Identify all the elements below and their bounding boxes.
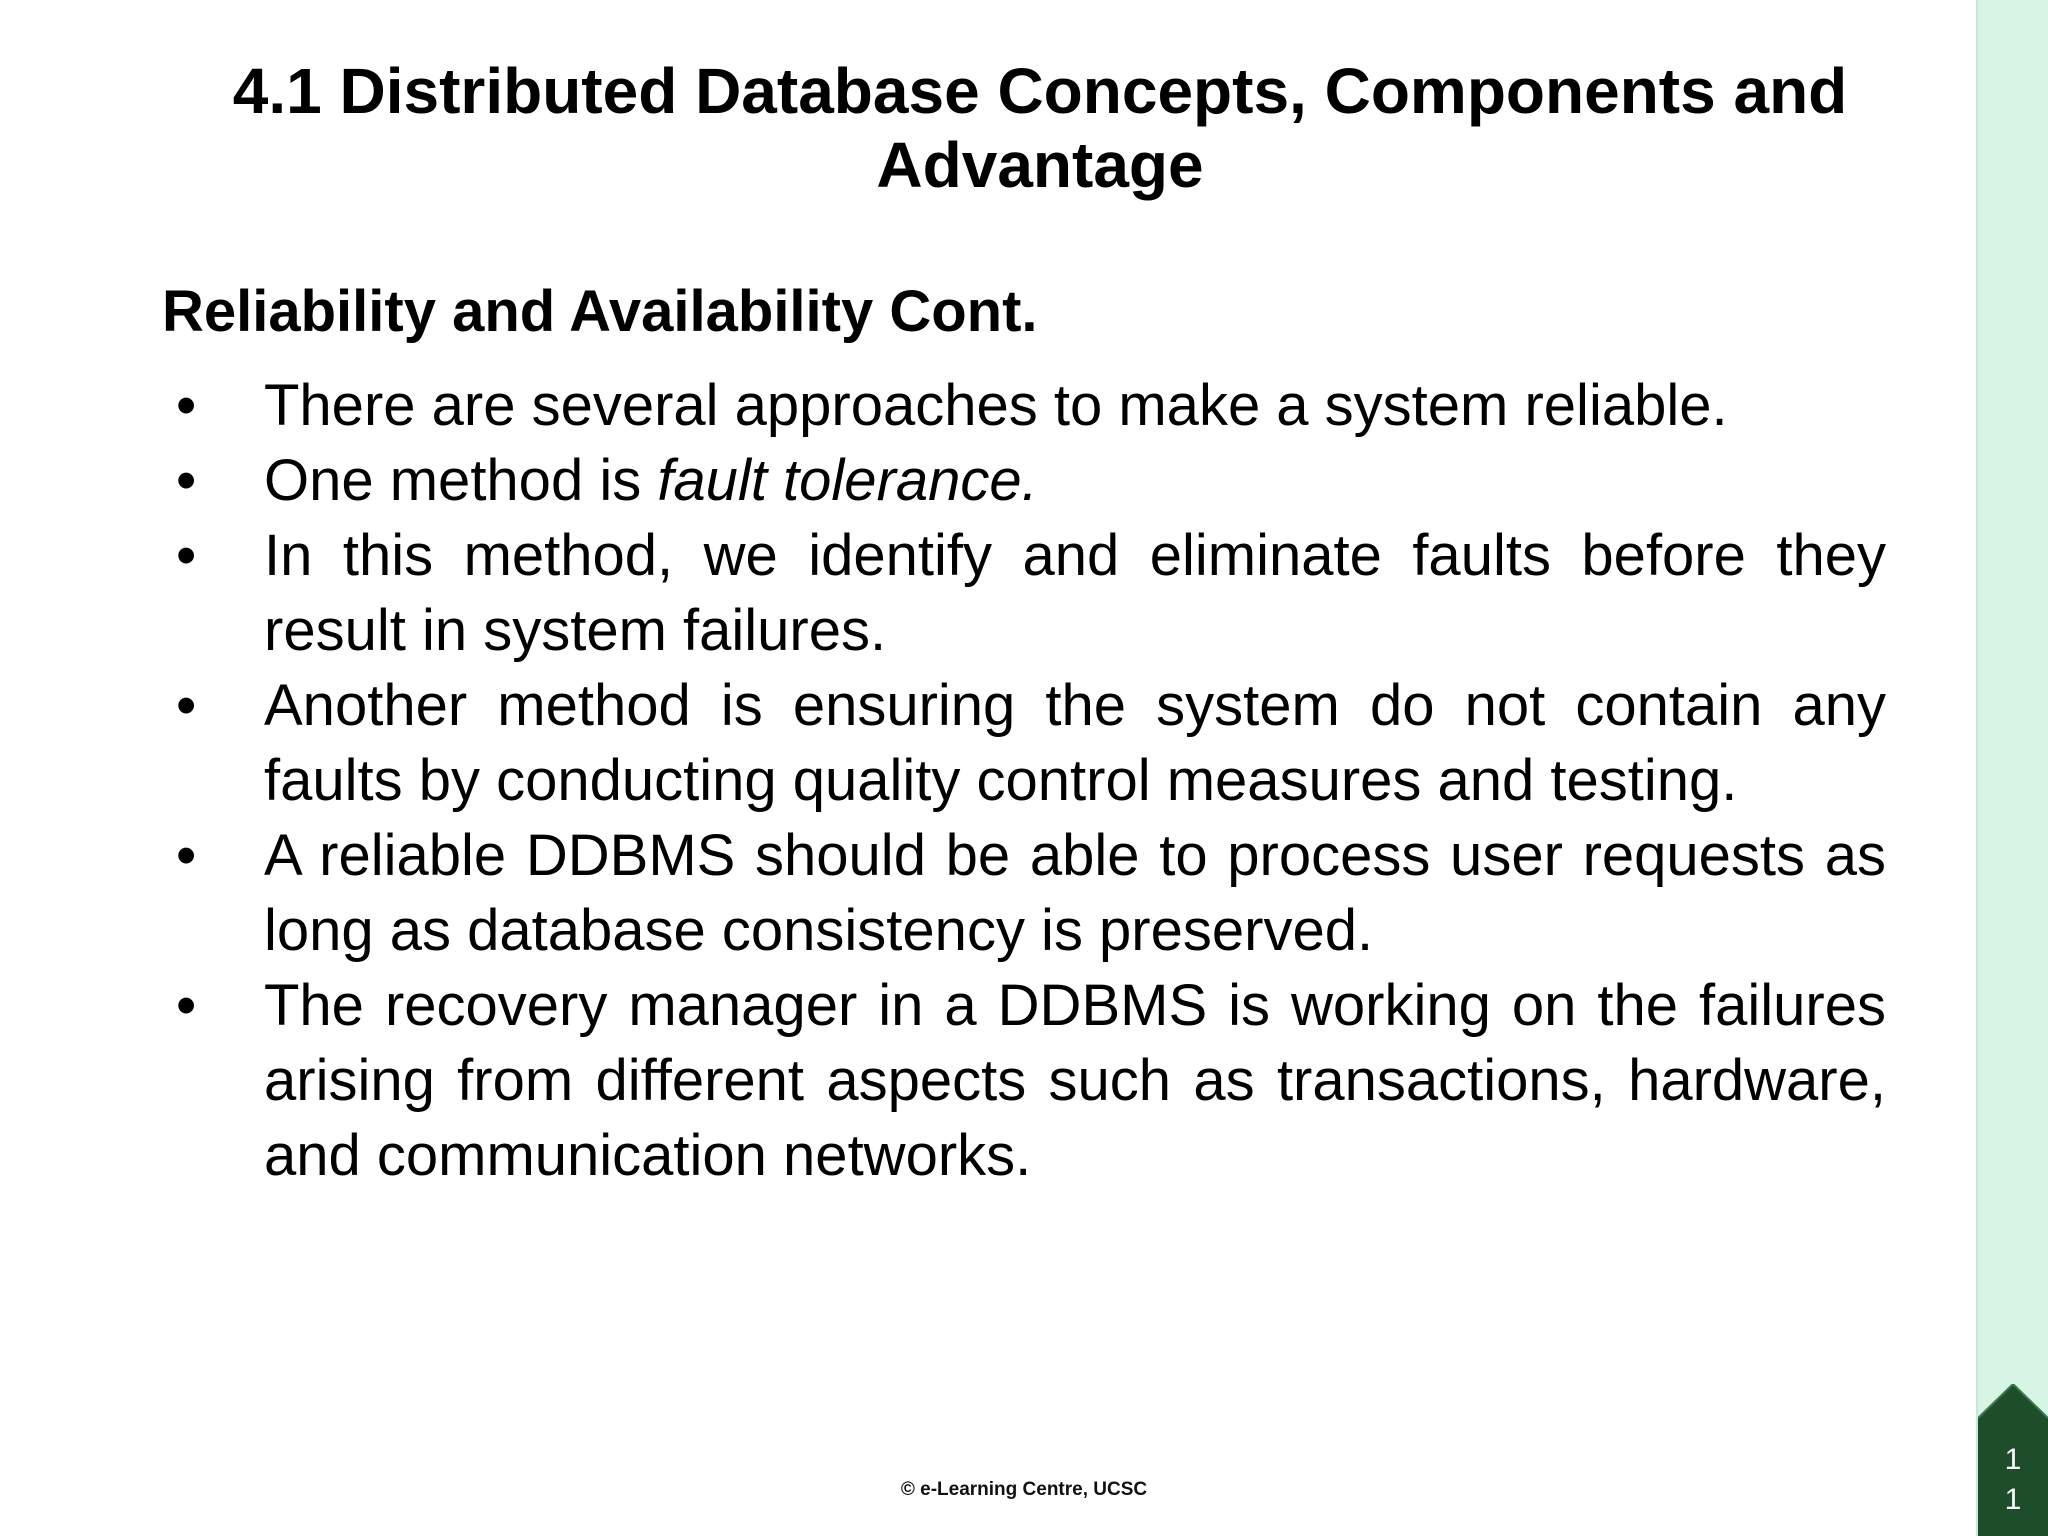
bullet-item bbox=[176, 443, 1886, 518]
bullet-text-plain: One method is bbox=[264, 448, 658, 513]
bullet-text: The recovery manager in a DDBMS is working on the failures arising from different aspects such as transactions, hardware, and communication networks. bbox=[264, 973, 1886, 1188]
bullet-icon: • bbox=[176, 973, 197, 1038]
bullet-icon: • bbox=[176, 823, 197, 888]
bullet-item bbox=[176, 968, 1886, 1193]
bullet-icon: • bbox=[176, 448, 197, 513]
side-band bbox=[1978, 0, 2048, 1536]
slide-title: 4.1 Distributed Database Concepts, Components and Advantage bbox=[232, 55, 1848, 201]
bullet-item bbox=[176, 518, 1886, 668]
bullet-item bbox=[176, 668, 1886, 818]
section-subheading: Reliability and Availability Cont. bbox=[162, 279, 1038, 344]
bullet-text: There are several approaches to make a system reliable. bbox=[264, 373, 1728, 438]
bullet-text bbox=[264, 448, 1038, 513]
bullet-icon: • bbox=[176, 673, 197, 738]
bullet-item bbox=[176, 818, 1886, 968]
page-number-badge bbox=[1978, 1384, 2048, 1536]
bullet-text: In this method, we identify and eliminate faults before they result in system failures. bbox=[264, 523, 1886, 663]
bullet-icon: • bbox=[176, 523, 197, 588]
bullet-text: Another method is ensuring the system do not contain any faults by conducting quality control measures and testing. bbox=[264, 673, 1886, 813]
page-number: 11 bbox=[2004, 1443, 2022, 1516]
bullet-icon: • bbox=[176, 373, 197, 438]
bullet-text: A reliable DDBMS should be able to process user requests as long as database consistency is preserved. bbox=[264, 823, 1886, 963]
copyright-footer: © e-Learning Centre, UCSC bbox=[900, 1479, 1148, 1500]
bullet-list bbox=[176, 368, 1886, 1193]
bullet-text-italic: fault tolerance. bbox=[657, 448, 1038, 513]
bullet-item bbox=[176, 368, 1886, 443]
